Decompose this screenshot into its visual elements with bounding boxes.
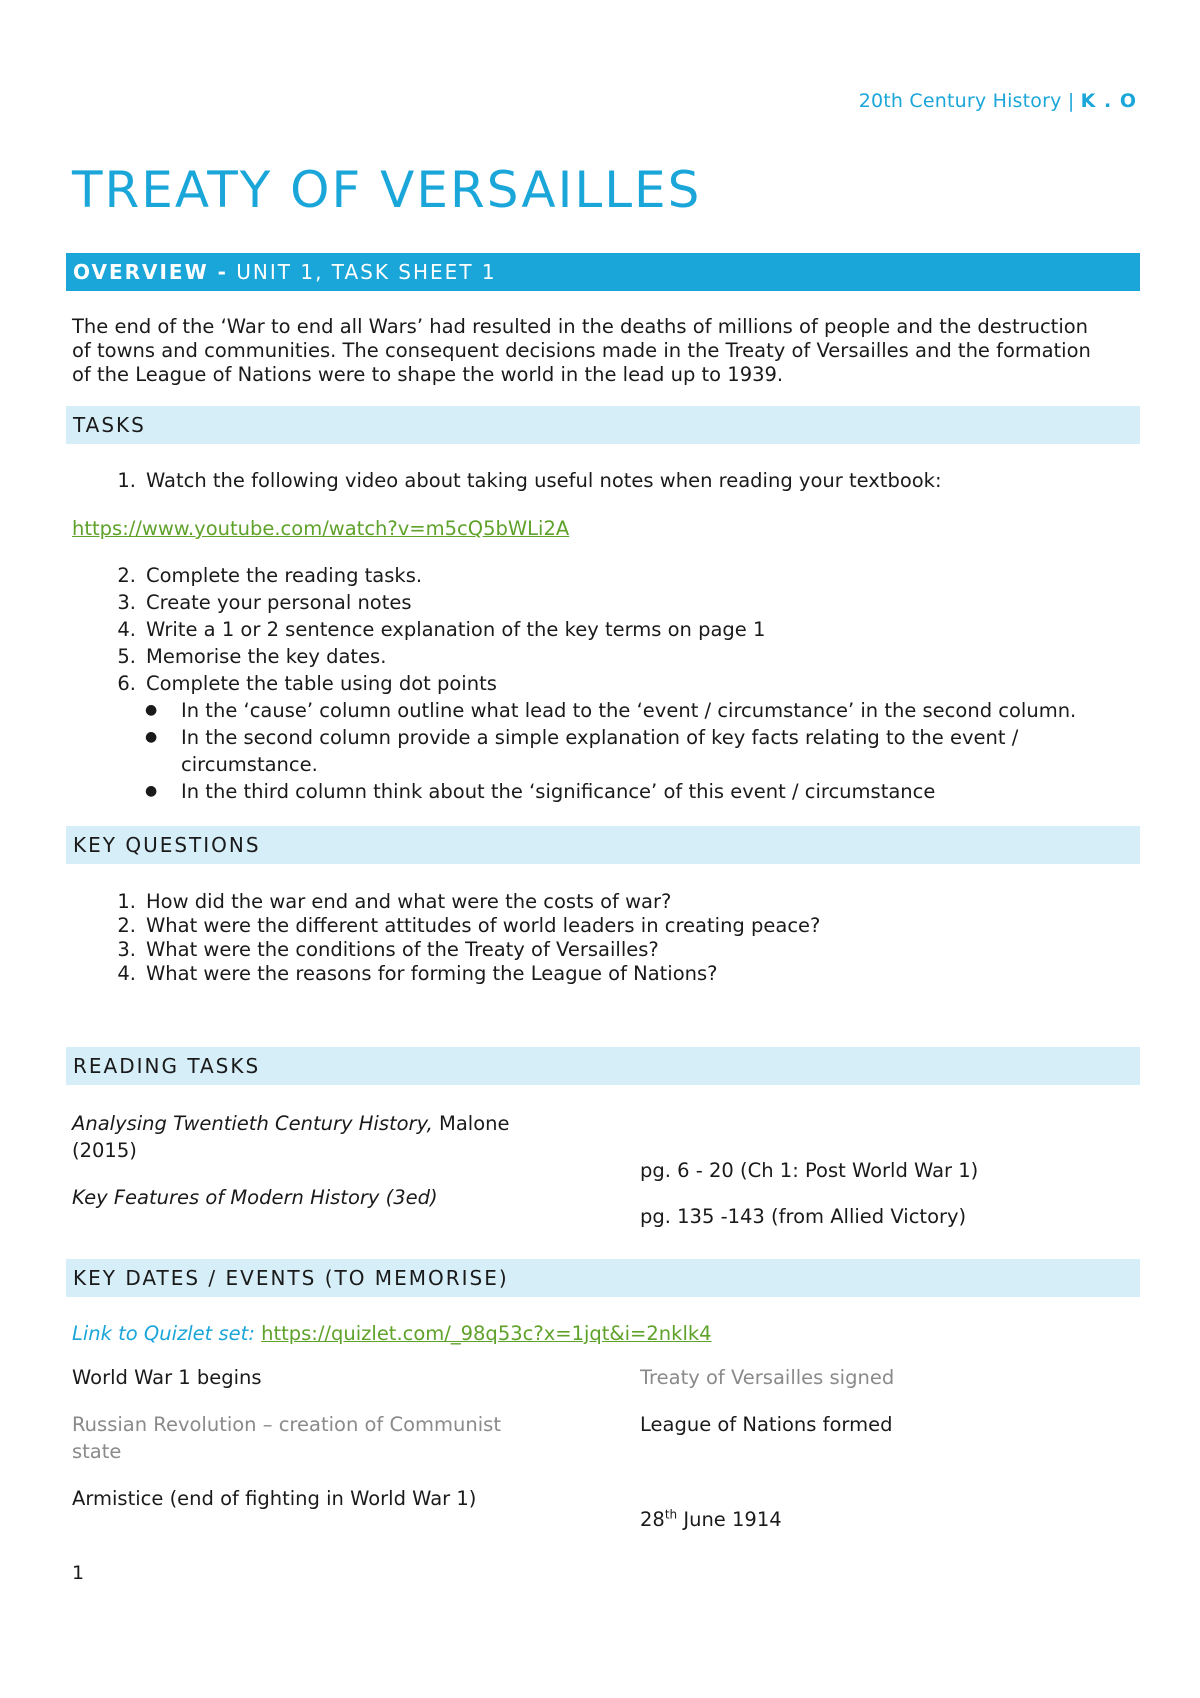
event-line: state bbox=[72, 1440, 122, 1463]
task-text: Watch the following video about taking useful notes when reading your textbook: bbox=[146, 469, 942, 492]
event-item: League of Nations formed bbox=[640, 1413, 893, 1436]
bullet-icon: ● bbox=[145, 729, 158, 745]
book-2-title: Key Features of Modern History (3ed) bbox=[72, 1186, 438, 1209]
book-1-reference bbox=[72, 1110, 510, 1164]
event-item: Armistice (end of fighting in World War 1) bbox=[72, 1487, 477, 1510]
date-item bbox=[640, 1506, 782, 1533]
event-item: Treaty of Versailles signed bbox=[640, 1366, 895, 1389]
task-text: Complete the table using dot points bbox=[146, 672, 497, 695]
key-questions-heading: KEY QUESTIONS bbox=[66, 826, 1140, 864]
quizlet-line bbox=[72, 1320, 712, 1347]
quizlet-label: Link to Quizlet set: bbox=[72, 1322, 255, 1345]
document-title: TREATY OF VERSAILLES bbox=[72, 161, 702, 219]
bullet-text: In the second column provide a simple explanation of key facts relating to the event / circumstance. bbox=[181, 726, 1019, 776]
course-name: 20th Century History | bbox=[858, 90, 1075, 112]
key-dates-heading: KEY DATES / EVENTS (TO MEMORISE) bbox=[66, 1259, 1140, 1297]
book-1-title: Analysing Twentieth Century History, bbox=[72, 1112, 433, 1135]
reading-tasks-heading: READING TASKS bbox=[66, 1047, 1140, 1085]
question-text: How did the war end and what were the costs of war? bbox=[146, 890, 672, 913]
book-1-author: Malone bbox=[432, 1112, 510, 1135]
quizlet-link[interactable]: https://quizlet.com/_98q53c?x=1jqt&i=2nklk4 bbox=[261, 1322, 712, 1345]
overview-line: of towns and communities. The consequent decisions made in the Treaty of Versailles and the formation bbox=[72, 339, 1091, 362]
question-number: 3. bbox=[117, 938, 136, 961]
task-number: 3. bbox=[117, 591, 136, 614]
question-number: 2. bbox=[117, 914, 136, 937]
bullet-text: In the third column think about the ‘significance’ of this event / circumstance bbox=[181, 780, 936, 803]
task-number: 5. bbox=[117, 645, 136, 668]
author-initials: K . O bbox=[1080, 90, 1137, 112]
event-item bbox=[72, 1411, 501, 1465]
book-1-year: (2015) bbox=[72, 1139, 137, 1162]
page-number: 1 bbox=[72, 1562, 85, 1584]
task-number: 4. bbox=[117, 618, 136, 641]
event-line: Russian Revolution – creation of Communist bbox=[72, 1413, 501, 1436]
video-link-line bbox=[72, 517, 1138, 541]
overview-heading bbox=[66, 253, 1140, 291]
task-text: Memorise the key dates. bbox=[146, 645, 387, 668]
question-number: 1. bbox=[117, 890, 136, 913]
date-day: 28 bbox=[640, 1508, 665, 1531]
overview-line: The end of the ‘War to end all Wars’ had resulted in the deaths of millions of people and the destruction bbox=[72, 315, 1089, 338]
question-text: What were the conditions of the Treaty of Versailles? bbox=[146, 938, 659, 961]
task-number: 2. bbox=[117, 564, 136, 587]
task-text: Complete the reading tasks. bbox=[146, 564, 423, 587]
overview-heading-rest: UNIT 1, TASK SHEET 1 bbox=[227, 260, 497, 284]
bullet-text: In the ‘cause’ column outline what lead to the ‘event / circumstance’ in the second column. bbox=[181, 699, 1077, 722]
question-text: What were the reasons for forming the League of Nations? bbox=[146, 962, 718, 985]
task-number: 6. bbox=[117, 672, 136, 695]
date-suffix: th bbox=[664, 1507, 678, 1522]
book-2-pages: pg. 135 -143 (from Allied Victory) bbox=[640, 1205, 967, 1228]
video-link[interactable]: https://www.youtube.com/watch?v=m5cQ5bWLi2A bbox=[72, 517, 570, 540]
overview-paragraph bbox=[72, 315, 1138, 387]
bullet-icon: ● bbox=[145, 783, 158, 799]
date-rest: June 1914 bbox=[677, 1508, 782, 1531]
event-item: World War 1 begins bbox=[72, 1366, 262, 1389]
question-number: 4. bbox=[117, 962, 136, 985]
task-text: Write a 1 or 2 sentence explanation of the key terms on page 1 bbox=[146, 618, 766, 641]
tasks-heading: TASKS bbox=[66, 406, 1140, 444]
question-text: What were the different attitudes of world leaders in creating peace? bbox=[146, 914, 821, 937]
running-header bbox=[859, 90, 1137, 112]
book-1-pages: pg. 6 - 20 (Ch 1: Post World War 1) bbox=[640, 1159, 979, 1182]
task-text: Create your personal notes bbox=[146, 591, 412, 614]
overview-heading-bold: OVERVIEW - bbox=[73, 260, 228, 284]
bullet-icon: ● bbox=[145, 702, 158, 718]
overview-line: of the League of Nations were to shape the world in the lead up to 1939. bbox=[72, 363, 784, 386]
task-number: 1. bbox=[117, 469, 136, 492]
